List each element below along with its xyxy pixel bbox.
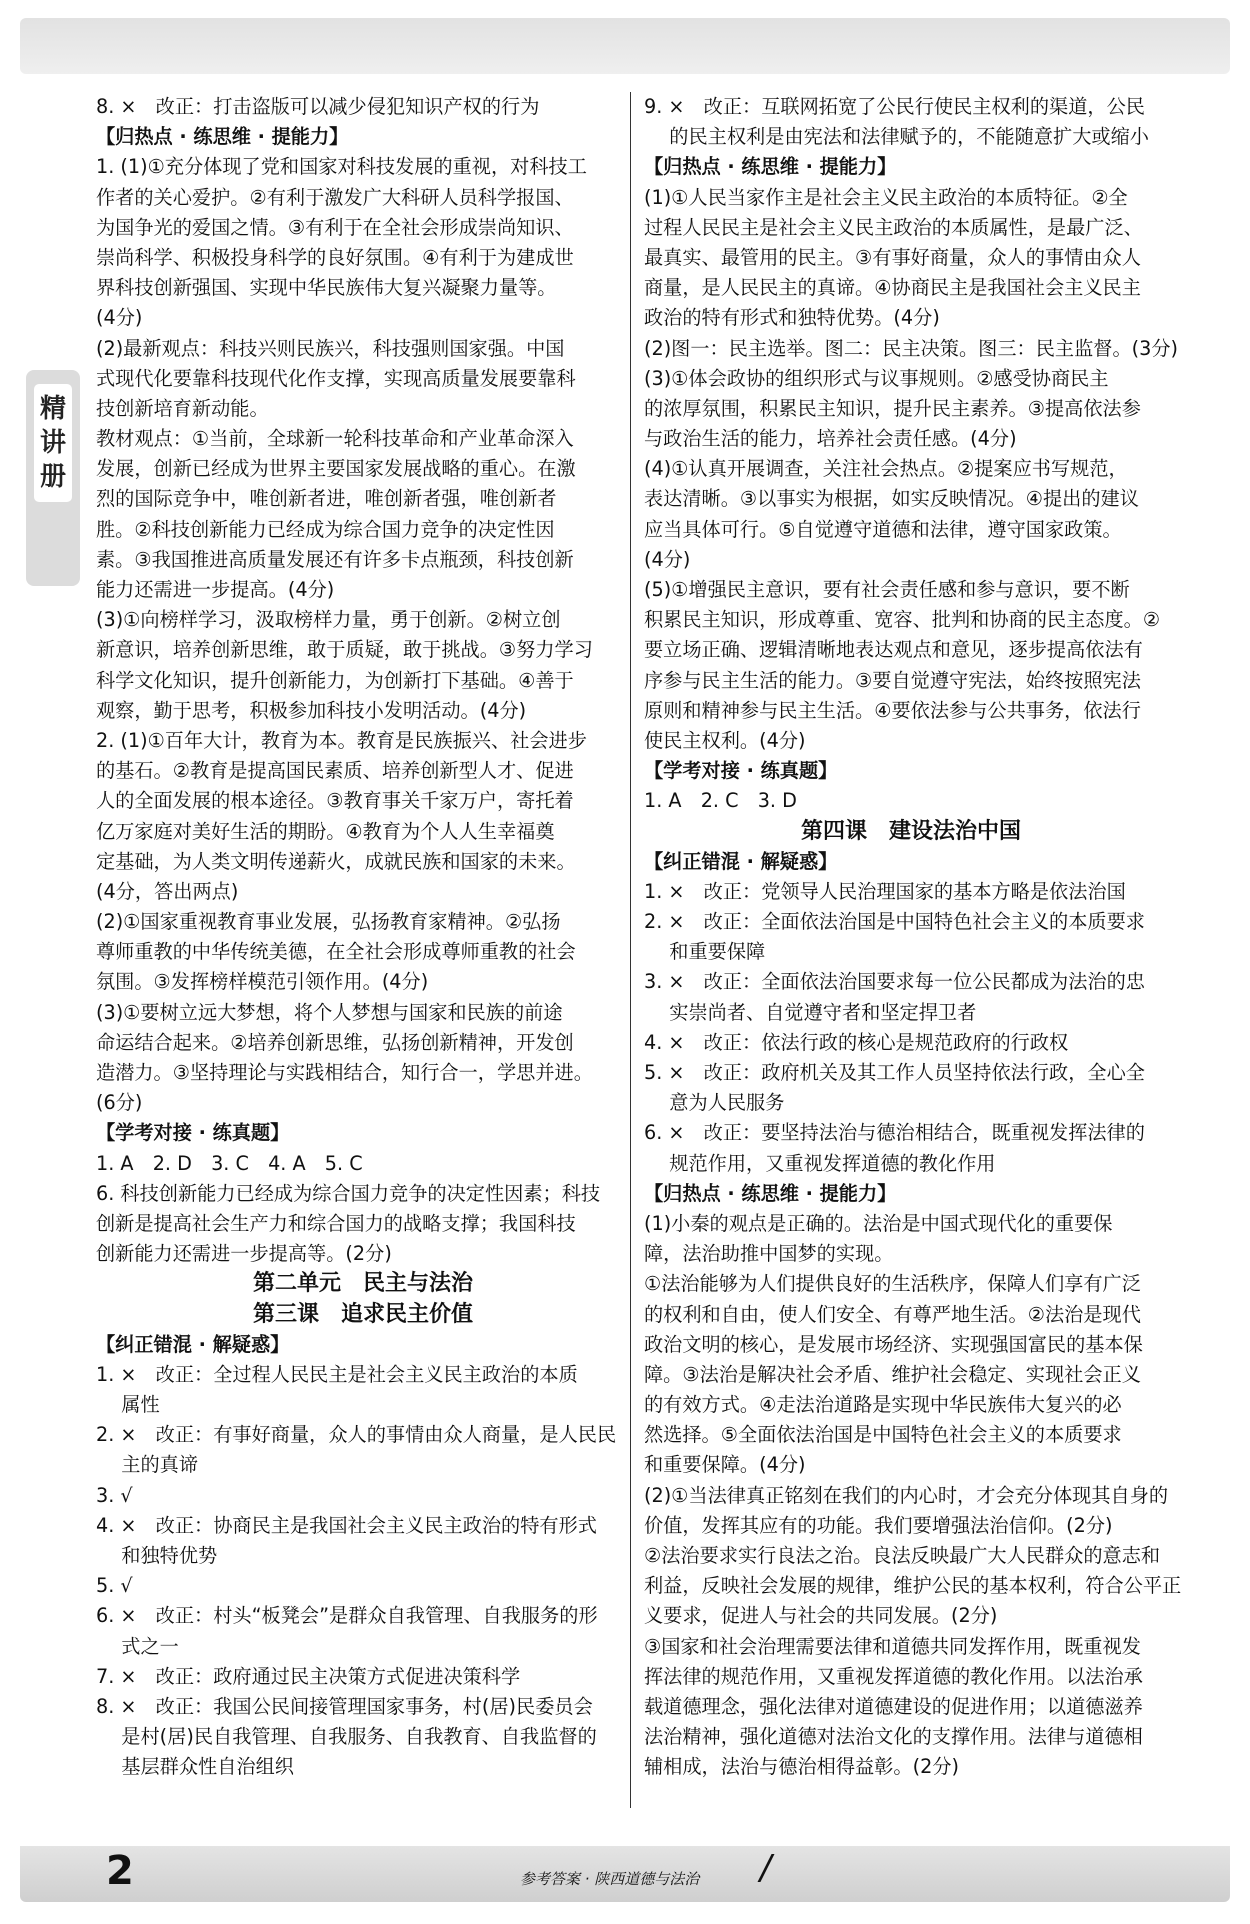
answer-line: 的基石。②教育是提高国民素质、培养创新型人才、促进 [96,759,574,783]
tab-char-3: 册 [39,462,66,492]
answer-line: 7. × 改正：政府通过民主决策方式促进决策科学 [96,1664,521,1688]
header-bar [20,18,1230,74]
answer-line: 烈的国际竞争中，唯创新者进，唯创新者强，唯创新者 [96,487,557,511]
answer-line: 和重要保障。(4分) [644,1453,806,1477]
answer-line: 和独特优势 [96,1544,218,1567]
answer-line: (4分) [96,306,143,330]
answer-line: 和重要保障 [644,940,766,964]
answer-line: 2. (1)①百年大计，教育为本。教育是民族振兴、社会进步 [96,728,587,752]
answer-line: ②法治要求实行良法之治。良法反映最广大人民群众的意志和 [644,1544,1161,1567]
answer-line: 法治精神，强化道德对法治文化的支撑作用。法律与道德相 [644,1725,1143,1749]
answer-line: 障。③法治是解决社会矛盾、维护社会稳定、实现社会正义 [644,1362,1141,1386]
answer-line: ③国家和社会治理需要法律和道德共同发挥作用，既重视发 [644,1634,1141,1658]
page-number: 2 [106,1848,134,1894]
subsection-heading: 【学考对接 · 练真题】 [644,759,838,783]
answer-line: 积累民主知识，形成尊重、宽容、批判和协商的民主态度。② [644,608,1161,632]
answer-line: 4. × 改正：依法行政的核心是规范政府的行政权 [644,1030,1069,1054]
answer-line: 主的真谛 [96,1453,199,1477]
subsection-heading: 【学考对接 · 练真题】 [96,1121,290,1145]
answer-line: 5. × 改正：政府机关及其工作人员坚持依法行政，全心全 [644,1061,1145,1084]
answer-line: 式之一 [96,1634,179,1658]
answer-line: 政治的特有形式和独特优势。(4分) [644,306,940,330]
answer-line: (1)小秦的观点是正确的。法治是中国式现代化的重要保 [644,1211,1113,1235]
answer-line: 2. × 改正：全面依法治国是中国特色社会主义的本质要求 [644,910,1145,934]
subsection-heading: 【纠正错混 · 解疑惑】 [644,849,838,873]
column-divider [630,92,631,1808]
answer-line: 人的全面发展的根本途径。③教育事关千家万户，寄托着 [96,789,574,813]
answer-line: 应当具体可行。⑤自觉遵守道德和法律，遵守国家政策。 [644,517,1122,541]
answer-line: 能力还需进一步提高。(4分) [96,578,335,601]
answer-line: 作者的关心爱护。②有利于激发广大科研人员科学报国、 [96,185,574,209]
answer-line: 3. × 改正：全面依法治国要求每一位公民都成为法治的忠 [644,970,1145,994]
footer-text: 参考答案 · 陕西道德与法治 [520,1870,700,1888]
answer-line: 意为人民服务 [644,1091,785,1115]
answer-line: 定基础，为人类文明传递薪火，成就民族和国家的未来。 [96,849,576,873]
answer-line: 价值，发挥其应有的功能。我们要增强法治信仰。(2分) [644,1513,1113,1537]
tab-char-1: 精 [39,394,66,424]
answer-line: 义要求，促进人与社会的共同发展。(2分) [644,1604,998,1628]
answer-line: 障，法治助推中国梦的实现。 [644,1242,894,1266]
answer-line: 命运结合起来。②培养创新思维，弘扬创新精神，开发创 [96,1030,574,1054]
answer-line: 尊师重教的中华传统美德，在全社会形成尊师重教的社会 [96,940,576,964]
answer-line: (3)①体会政协的组织形式与议事规则。②感受协商民主 [644,366,1109,390]
answer-line: 6. 科技创新能力已经成为综合国力竞争的决定性因素；科技 [96,1181,601,1205]
answer-line: 4. × 改正：协商民主是我国社会主义民主政治的特有形式 [96,1513,597,1537]
answer-line: 挥法律的规范作用，又重视发挥道德的教化作用。以法治承 [644,1664,1143,1688]
right-column [644,92,1182,1783]
answer-line: 是村(居)民自我管理、自我服务、自我教育、自我监督的 [96,1725,597,1749]
answer-line: 1. × 改正：全过程人民民主是社会主义民主政治的本质 [96,1362,578,1386]
answer-line: 序参与民主生活的能力。③要自觉遵守宪法，始终按照宪法 [644,668,1141,692]
answer-line: 观察，勤于思考，积极参加科技小发明活动。(4分) [96,698,527,722]
answer-line: (4)①认真开展调查，关注社会热点。②提案应书写规范， [644,457,1128,481]
answer-line: 要立场正确、逻辑清晰地表达观点和意见，逐步提高依法有 [644,638,1143,662]
answer-line: 教材观点：①当前，全球新一轮科技革命和产业革命深入 [96,427,574,451]
left-column [96,92,630,1783]
footer-decoration: / [760,1848,772,1888]
tab-char-2: 讲 [39,428,66,458]
answer-line: 原则和精神参与民主生活。④要依法参与公共事务，依法行 [644,698,1141,722]
answer-line: 5. √ [96,1574,133,1598]
answer-line: 的有效方式。④走法治道路是实现中华民族伟大复兴的必 [644,1393,1122,1417]
answer-line: 然选择。⑤全面依法治国是中国特色社会主义的本质要求 [644,1423,1122,1447]
answer-line: 胜。②科技创新能力已经成为综合国力竞争的决定性因 [96,517,555,541]
answer-line: (4分) [644,547,691,571]
answer-line: 8. × 改正：我国公民间接管理国家事务，村(居)民委员会 [96,1694,593,1718]
answer-line: 使民主权利。(4分) [644,728,806,752]
answer-line: 为国争光的爱国之情。③有利于在全社会形成崇尚知识、 [96,215,574,239]
answer-line: 式现代化要靠科技现代化作支撑，实现高质量发展要靠科 [96,366,576,390]
answer-line: (2)最新观点：科技兴则民族兴，科技强则国家强。中国 [96,336,565,360]
answer-line: (3)①要树立远大梦想，将个人梦想与国家和民族的前途 [96,1000,563,1024]
subsection-heading: 【归热点 · 练思维 · 提能力】 [644,1181,897,1205]
section-tab [26,370,80,586]
answer-line: 界科技创新强国、实现中华民族伟大复兴凝聚力量等。 [96,276,557,300]
answer-line: 亿万家庭对美好生活的期盼。④教育为个人人生幸福奠 [96,819,555,843]
answer-line: 8. × 改正：打击盗版可以减少侵犯知识产权的行为 [96,95,540,118]
answer-line: 规范作用，又重视发挥道德的教化作用 [644,1151,996,1175]
section-tab-label [34,384,72,502]
answer-line: (2)①当法律真正铭刻在我们的内心时，才会充分体现其自身的 [644,1483,1169,1507]
answer-line: 政治文明的核心，是发展市场经济、实现强国富民的基本保 [644,1332,1143,1356]
answer-line: 技创新培育新动能。 [96,396,269,420]
answer-line: 载道德理念，强化法律对道德建设的促进作用；以道德滋养 [644,1694,1143,1718]
answer-line: 的权利和自由，使人们安全、有尊严地生活。②法治是现代 [644,1302,1141,1326]
subsection-heading: 【纠正错混 · 解疑惑】 [96,1332,290,1356]
answer-line: (5)①增强民主意识，要有社会责任感和参与意识，要不断 [644,578,1130,601]
answer-line: 科学文化知识，提升创新能力，为创新打下基础。④善于 [96,668,574,692]
answer-line: 造潜力。③坚持理论与实践相结合，知行合一，学思并进。 [96,1061,593,1084]
section-heading: 第二单元 民主与法治 [252,1271,473,1297]
answer-line: 辅相成，法治与德治相得益彰。(2分) [644,1755,959,1779]
answer-line: 创新能力还需进一步提高等。(2分) [96,1242,392,1266]
answer-line: 新意识，培养创新思维，敢于质疑，敢于挑战。③努力学习 [96,638,593,662]
answer-line: (2)图一：民主选举。图二：民主决策。图三：民主监督。(3分) [644,336,1179,360]
section-heading: 第三课 追求民主价值 [252,1301,473,1327]
answer-line: 的浓厚氛围，积累民主知识，提升民主素养。③提高依法参 [644,396,1141,420]
answer-line: 9. × 改正：互联网拓宽了公民行使民主权利的渠道，公民 [644,95,1145,118]
answer-line: 氛围。③发挥榜样模范引领作用。(4分) [96,970,429,994]
answer-line: ①法治能够为人们提供良好的生活秩序，保障人们享有广泛 [644,1272,1141,1296]
answer-line: 1. A 2. C 3. D [644,789,797,813]
subsection-heading: 【归热点 · 练思维 · 提能力】 [644,155,897,179]
answer-line: 1. × 改正：党领导人民治理国家的基本方略是依法治国 [644,879,1126,903]
answer-line: 创新是提高社会生产力和综合国力的战略支撑；我国科技 [96,1211,576,1235]
answer-line: 过程人民民主是社会主义民主政治的本质属性，是最广泛、 [644,215,1143,239]
answer-line: 商量，是人民民主的真谛。④协商民主是我国社会主义民主 [644,276,1141,300]
answer-line: 2. × 改正：有事好商量，众人的事情由众人商量，是人民民 [96,1423,617,1447]
answer-line: 属性 [96,1393,160,1417]
answer-line: 实崇尚者、自觉遵守者和坚定捍卫者 [644,1000,977,1024]
answer-line: 与政治生活的能力，培养社会责任感。(4分) [644,427,1017,451]
answer-line: 1. A 2. D 3. C 4. A 5. C [96,1151,363,1175]
answer-line: 1. (1)①充分体现了党和国家对科技发展的重视，对科技工 [96,155,587,179]
answer-line: (1)①人民当家作主是社会主义民主政治的本质特征。②全 [644,185,1128,209]
answer-line: (4分，答出两点) [96,879,239,903]
answer-line: 6. × 改正：村头“板凳会”是群众自我管理、自我服务的形 [96,1604,598,1628]
answer-line: 最真实、最管用的民主。③有事好商量，众人的事情由众人 [644,245,1141,269]
answer-line: 素。③我国推进高质量发展还有许多卡点瓶颈，科技创新 [96,547,574,571]
answer-line: 表达清晰。③以事实为根据，如实反映情况。④提出的建议 [644,487,1139,511]
answer-line: 6. × 改正：要坚持法治与德治相结合，既重视发挥法律的 [644,1121,1145,1145]
answer-line: (6分) [96,1091,143,1115]
answer-line: 的民主权利是由宪法和法律赋予的，不能随意扩大或缩小 [644,125,1149,149]
answer-line: 发展，创新已经成为世界主要国家发展战略的重心。在激 [96,457,576,481]
answer-line: 利益，反映社会发展的规律，维护公民的基本权利，符合公平正 [644,1574,1182,1598]
answer-line: 基层群众性自治组织 [96,1755,294,1779]
section-heading: 第四课 建设法治中国 [800,818,1021,844]
answer-line: 3. √ [96,1483,133,1507]
answer-line: 崇尚科学、积极投身科学的良好氛围。④有利于为建成世 [96,245,574,269]
subsection-heading: 【归热点 · 练思维 · 提能力】 [96,125,349,149]
answer-line: (3)①向榜样学习，汲取榜样力量，勇于创新。②树立创 [96,608,561,632]
answer-line: (2)①国家重视教育事业发展，弘扬教育家精神。②弘扬 [96,910,561,934]
